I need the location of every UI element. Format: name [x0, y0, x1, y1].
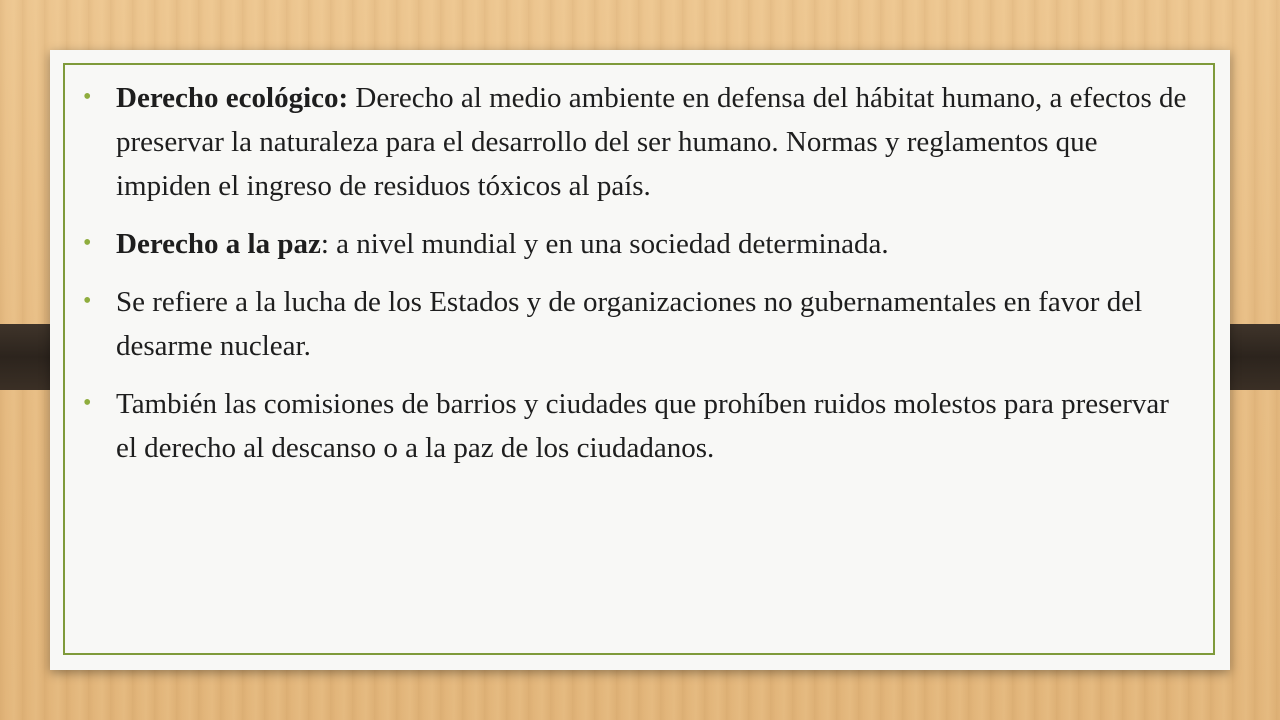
- bullet-icon: •: [83, 288, 92, 314]
- bullet-item-derecho-paz: [80, 222, 1190, 266]
- bullet-text: Se refiere a la lucha de los Estados y de organizaciones no gubernamentales en favor del desarme nuclear.: [116, 286, 1143, 362]
- bullet-item-comisiones: [80, 382, 1190, 470]
- bullet-text: También las comisiones de barrios y ciudades que prohíben ruidos molestos para preservar el derecho al descanso o a la paz de los ciudadanos.: [116, 388, 1169, 464]
- bullet-item-desarme-nuclear: [80, 280, 1190, 368]
- bullet-item-derecho-ecologico: [80, 76, 1190, 208]
- bullet-list: [80, 76, 1190, 484]
- bullet-lead: Derecho ecológico:: [116, 82, 349, 114]
- bullet-icon: •: [83, 230, 92, 256]
- bullet-icon: •: [83, 390, 92, 416]
- bullet-icon: •: [83, 84, 92, 110]
- bullet-text: Derecho al medio ambiente en defensa del hábitat humano, a efectos de preservar la naturaleza para el desarrollo del ser humano. Normas y reglamentos que impiden el ingreso de residuos tóxicos al país.: [116, 82, 1187, 202]
- slide-card: [50, 50, 1230, 670]
- bullet-text: : a nivel mundial y en una sociedad determinada.: [320, 228, 889, 260]
- bullet-lead: Derecho a la paz: [116, 228, 321, 260]
